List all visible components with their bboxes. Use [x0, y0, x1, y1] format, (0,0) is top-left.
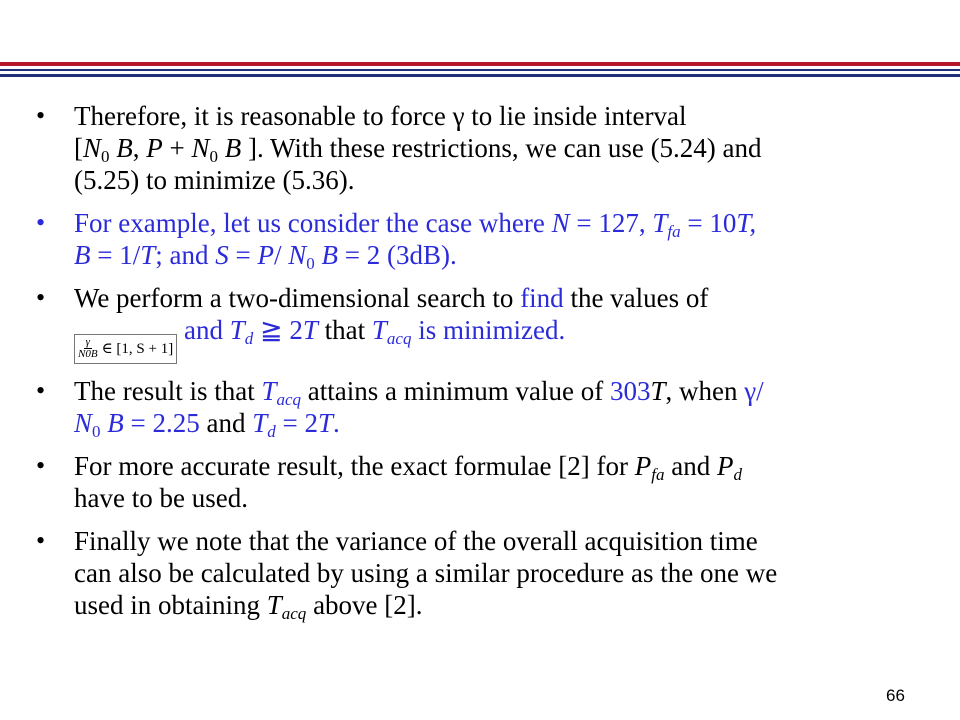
bullet-icon: • — [36, 101, 46, 130]
list-item: • The result is that $T_{acq}$ attains a minimum value of 303T, when γ/ $N_0$ B = 2.25 and $T_d = 2T$. — [36, 375, 764, 441]
list-item: • Therefore, it is reasonable to force γ to lie inside interval [$N_0$ B, $P + N_0$ B ]. With these restrictions, we can use (5.24) and (5.25) to minimize (5.36). — [36, 101, 762, 195]
bullet-list — [36, 100, 936, 632]
bullet-icon: • — [36, 525, 46, 555]
list-item: • For example, let us consider the case where N = 127, $T_{fa} = 10T$, B = 1/T; and S = P/ $N_0$ B = 2 (3dB). — [36, 208, 757, 273]
formula-image: $\frac{\gamma}{N0B}$ ∈ [1, S + 1] — [74, 334, 177, 364]
list-item: • For more accurate result, the exact formulae [2] for $P_{fa}$ and $P_d$ have to be used. — [36, 450, 742, 513]
list-item: • We perform a two-dimensional search to find the values of $\frac{\gamma}{N0B}$ ∈ [1, S + 1] and $T_d$ ≧ 2T that $T_{acq}$ is minimized. — [36, 282, 936, 364]
text: Therefore, it is reasonable to force γ to lie inside interval — [74, 101, 687, 131]
bullet-icon: • — [36, 375, 46, 405]
bullet-icon: • — [36, 208, 46, 237]
page-number: 66 — [886, 686, 905, 705]
list-item: • Finally we note that the variance of the overall acquisition time can also be calculated by using a similar procedure as the one we used in obtaining $T_{acq}$ above [2]. — [36, 525, 778, 623]
title-rule — [0, 62, 960, 77]
bullet-icon: • — [36, 283, 46, 312]
bullet-icon: • — [36, 450, 46, 480]
